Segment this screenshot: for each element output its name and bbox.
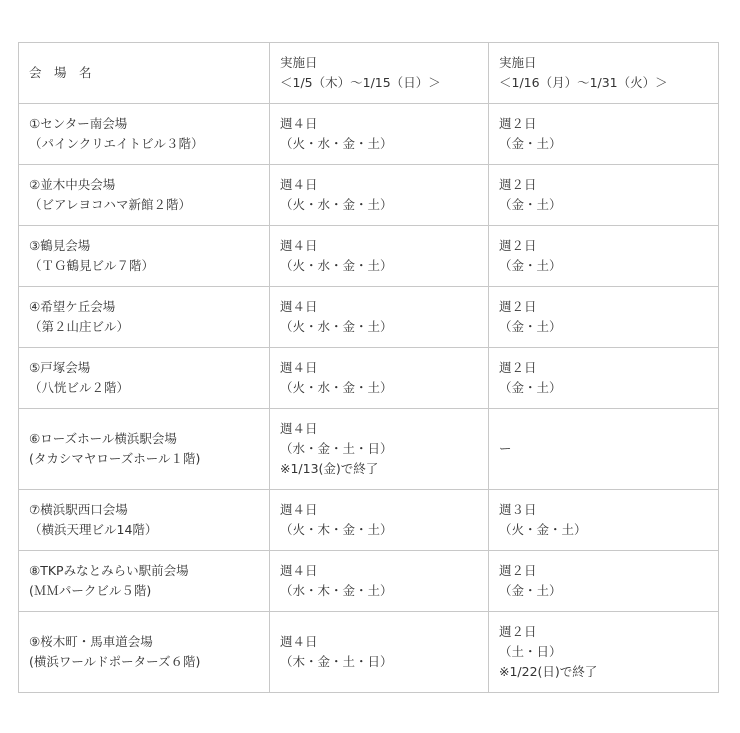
period2-cell [489,612,719,693]
venue-building: (横浜ワールドポーターズ６階) [29,654,201,669]
header-period1-range: ＜1/5（木）～1/15（日）＞ [280,75,441,90]
venue-name: ⑦横浜駅西口会場 [29,502,128,517]
period1-end-note: ※1/13(金)で終了 [280,461,379,476]
venue-cell [19,165,270,226]
period1-frequency: 週４日 [280,238,318,253]
table-row [19,612,719,693]
venue-building: （第２山庄ビル） [29,319,130,334]
period2-cell [489,551,719,612]
period1-cell [270,612,489,693]
table-row [19,348,719,409]
period1-days: （火・木・金・土） [280,522,393,537]
period1-days: （火・水・金・土） [280,319,393,334]
period2-frequency: 週２日 [499,360,537,375]
venue-building: （ビアレヨコハマ新館２階） [29,197,192,212]
venue-cell [19,490,270,551]
period1-frequency: 週４日 [280,177,318,192]
period2-days: （金・土） [499,258,562,273]
period2-frequency: 週２日 [499,238,537,253]
period2-cell [489,409,719,490]
period1-frequency: 週４日 [280,502,318,517]
period2-frequency: 週２日 [499,563,537,578]
venue-schedule-table [18,42,719,693]
venue-cell [19,287,270,348]
period1-cell [270,348,489,409]
header-period1 [270,43,489,104]
venue-cell [19,551,270,612]
venue-name: ⑥ローズホール横浜駅会場 [29,431,177,446]
venue-building: （八恍ビル２階） [29,380,130,395]
period1-days: （火・水・金・土） [280,136,393,151]
venue-name: ②並木中央会場 [29,177,116,192]
period2-days: （金・土） [499,583,562,598]
period1-cell [270,287,489,348]
period1-frequency: 週４日 [280,563,318,578]
period2-none-dash: ー [499,441,512,456]
venue-building: (ＭＭパークビル５階) [29,583,152,598]
period2-frequency: 週２日 [499,116,537,131]
table-row [19,409,719,490]
period1-cell [270,165,489,226]
period2-cell [489,287,719,348]
header-period2-title: 実施日 [499,55,537,70]
header-venue-label: 会 場 名 [29,65,92,80]
venue-name: ⑤戸塚会場 [29,360,91,375]
table-row [19,287,719,348]
period1-frequency: 週４日 [280,360,318,375]
venue-cell [19,409,270,490]
venue-building: (タカシマヤローズホール１階) [29,451,201,466]
period2-cell [489,490,719,551]
period2-days: （金・土） [499,136,562,151]
period1-cell [270,104,489,165]
table-row [19,104,719,165]
venue-name: ⑨桜木町・馬車道会場 [29,634,153,649]
period1-frequency: 週４日 [280,299,318,314]
period1-days: （火・水・金・土） [280,380,393,395]
period2-cell [489,226,719,287]
venue-name: ③鶴見会場 [29,238,91,253]
period1-days: （水・木・金・土） [280,583,393,598]
period1-days: （火・水・金・土） [280,258,393,273]
venue-name: ①センター南会場 [29,116,128,131]
period1-frequency: 週４日 [280,634,318,649]
period2-frequency: 週２日 [499,299,537,314]
period2-cell [489,348,719,409]
venue-building: （横浜天理ビル14階） [29,522,158,537]
period2-days: （土・日） [499,644,562,659]
period2-frequency: 週３日 [499,502,537,517]
venue-cell [19,104,270,165]
venue-name: ④希望ケ丘会場 [29,299,116,314]
venue-building: （パインクリエイトビル３階） [29,136,204,151]
period1-days: （木・金・土・日） [280,654,393,669]
period2-cell [489,104,719,165]
venue-cell [19,612,270,693]
header-period2-range: ＜1/16（月）～1/31（火）＞ [499,75,668,90]
period2-days: （金・土） [499,319,562,334]
period1-cell [270,551,489,612]
period2-cell [489,165,719,226]
header-venue [19,43,270,104]
period2-days: （金・土） [499,197,562,212]
venue-cell [19,348,270,409]
period1-frequency: 週４日 [280,116,318,131]
period2-frequency: 週２日 [499,177,537,192]
period1-cell [270,226,489,287]
period1-cell [270,490,489,551]
period2-frequency: 週２日 [499,624,537,639]
venue-name: ⑧TKPみなとみらい駅前会場 [29,563,189,578]
period2-days: （金・土） [499,380,562,395]
table-row [19,165,719,226]
period1-frequency: 週４日 [280,421,318,436]
venue-building: （ＴＧ鶴見ビル７階） [29,258,155,273]
header-period2 [489,43,719,104]
table-row [19,551,719,612]
table-body [19,43,719,693]
header-period1-title: 実施日 [280,55,318,70]
header-row [19,43,719,104]
period1-days: （水・金・土・日） [280,441,393,456]
period2-end-note: ※1/22(日)で終了 [499,664,598,679]
period2-days: （火・金・土） [499,522,587,537]
venue-cell [19,226,270,287]
period1-days: （火・水・金・土） [280,197,393,212]
table-row [19,226,719,287]
table-row [19,490,719,551]
period1-cell [270,409,489,490]
